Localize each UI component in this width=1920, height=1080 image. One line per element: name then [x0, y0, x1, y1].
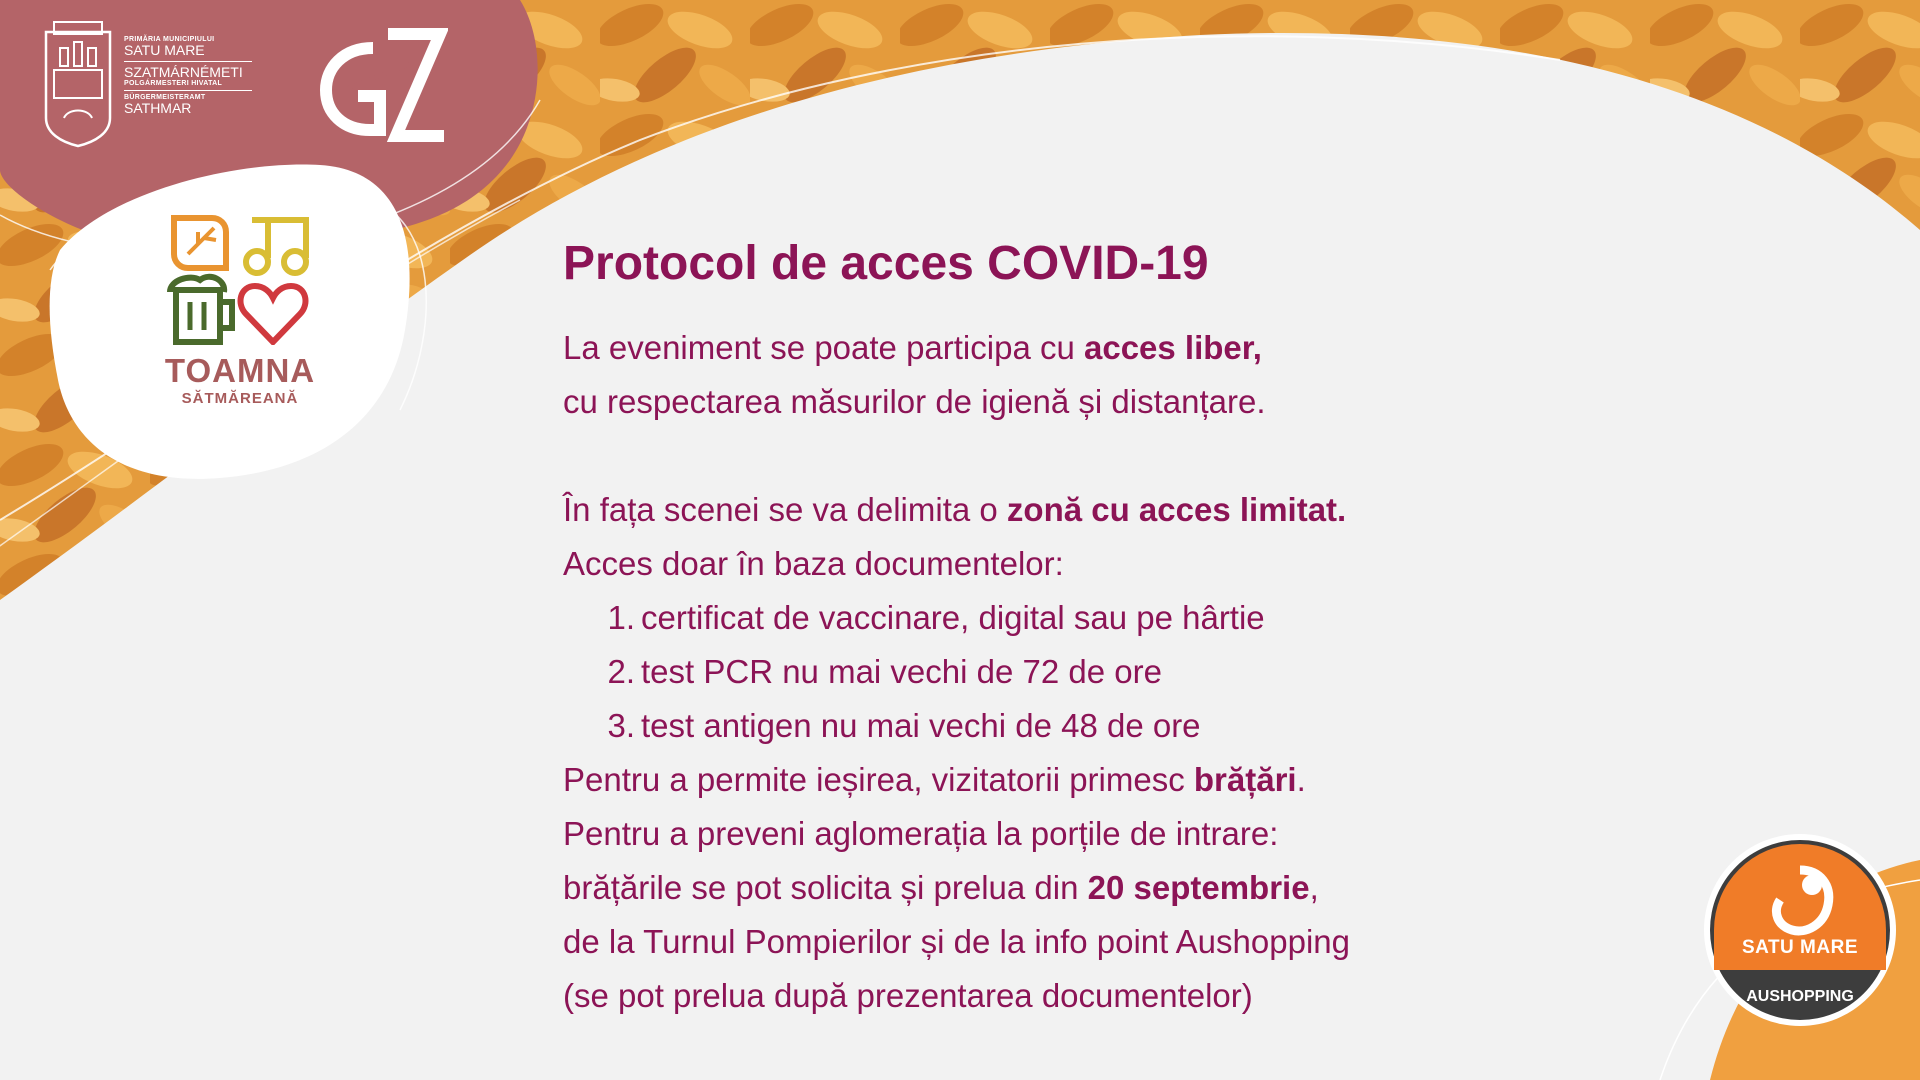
bold-text: zonă cu acces limitat.: [1006, 490, 1347, 528]
paragraph-line: de la Turnul Pompierilor și de la info point Aushopping: [563, 922, 1350, 960]
badge-city-label: SATU MARE: [1741, 937, 1859, 958]
page-title: Protocol de acces COVID-19: [563, 237, 1209, 290]
bold-text: 20 septembrie: [1087, 868, 1310, 906]
bold-text: brățări: [1193, 760, 1297, 798]
list-text: certificat de vaccinare, digital sau pe hârtie: [641, 598, 1265, 636]
festival-subtitle: SĂTMĂREANĂ: [181, 390, 299, 407]
list-number: 2.: [607, 652, 635, 690]
bold-text: acces liber,: [1084, 328, 1262, 366]
text: brățările se pot solicita și prelua din: [563, 868, 1088, 906]
badge-brand-label: AUSHOPPING: [1746, 988, 1854, 1005]
paragraph-line: cu respectarea măsurilor de igienă și distanțare.: [563, 382, 1266, 420]
divider: [124, 61, 252, 62]
paragraph-bracelets: [563, 753, 1563, 807]
list-item: [563, 645, 1563, 699]
gz-logo-icon: [318, 28, 448, 148]
paragraph-line: Acces doar în baza documentelor:: [563, 544, 1064, 582]
city-line2: SATU MARE: [124, 42, 205, 59]
text: .: [1296, 760, 1306, 798]
text: Pentru a permite ieșirea, vizitatorii primesc: [563, 760, 1194, 798]
paragraph-date: [563, 861, 1563, 915]
spacer: [563, 429, 1563, 483]
list-item: [563, 591, 1563, 645]
city-line3: SZATMÁRNÉMETI: [124, 64, 243, 81]
paragraph-limited-access: [563, 483, 1563, 537]
festival-logo-icons: [160, 210, 310, 345]
list-item: [563, 699, 1563, 753]
festival-title: TOAMNA: [164, 352, 316, 389]
list-number: 3.: [607, 706, 635, 744]
city-hall-name: [124, 36, 252, 116]
city-line1: PRIMĂRIA MUNICIPIULUI: [124, 36, 215, 43]
text: ,: [1309, 868, 1319, 906]
paragraph-line: (se pot prelua după prezentarea documentelor): [563, 976, 1253, 1014]
city-line5: BÜRGERMEISTERAMT: [124, 94, 206, 102]
city-line4: POLGÁRMESTERI HIVATAL: [124, 79, 223, 87]
text: În fața scenei se va delimita o: [563, 490, 1007, 528]
text: La eveniment se poate participa cu: [563, 328, 1084, 366]
divider: [124, 90, 252, 91]
list-text: test antigen nu mai vechi de 48 de ore: [641, 706, 1201, 744]
paragraph-free-access: [563, 321, 1563, 375]
city-coat-of-arms-icon: [40, 18, 116, 148]
protocol-content: [563, 238, 1563, 1023]
list-number: 1.: [607, 598, 635, 636]
paragraph-line: Pentru a preveni aglomerația la porțile de intrare:: [563, 814, 1279, 852]
city-line6: SATHMAR: [124, 100, 192, 117]
list-text: test PCR nu mai vechi de 72 de ore: [641, 652, 1162, 690]
